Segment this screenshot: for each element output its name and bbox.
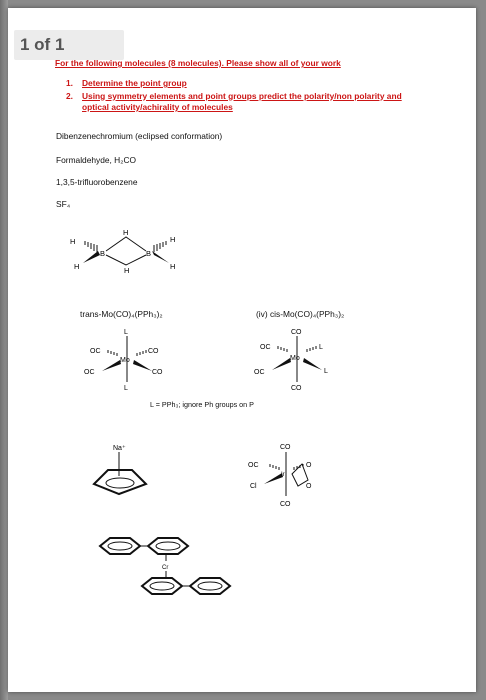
hydrogen-label: H (170, 262, 176, 271)
assignment-intro: For the following molecules (8 molecules). Please show all of your work (55, 58, 341, 68)
molecule-trifluorobenzene: 1,3,5-trifluorobenzene (56, 177, 138, 187)
oxygen-label: O (306, 483, 312, 490)
hydrogen-label: H (123, 228, 129, 237)
ligand-note: L = PPh₃; ignore Ph groups on P (150, 400, 254, 409)
task-number: 1. (66, 78, 73, 88)
biphenyl-chromium-structure (96, 528, 246, 600)
sodium-cation-label: Na⁺ (113, 445, 126, 452)
task-list (66, 78, 426, 115)
molecule-dibenzenechromium: Dibenzenechromium (eclipsed conformation) (56, 131, 223, 141)
carbonyl-label: CO (291, 385, 302, 392)
ligand-label: L (319, 344, 323, 351)
metal-label: Ir (281, 472, 285, 478)
task-number: 2. (66, 90, 73, 101)
cis-mo-label: (iv) cis-Mo(CO)₄(PPh₃)₂ (256, 309, 345, 319)
ligand-label: L (124, 385, 128, 392)
task-text: Determine the point group (82, 78, 187, 88)
carbonyl-label: CO (291, 329, 302, 336)
ligand-label: L (124, 329, 128, 336)
metal-label: Mo (290, 355, 300, 362)
hydrogen-label: H (170, 235, 176, 244)
task-item (66, 78, 426, 90)
page-indicator: 1 of 1 (14, 30, 124, 60)
ligand-label: L (324, 368, 328, 375)
boron-label: B (146, 249, 152, 258)
oxygen-label: O (306, 462, 312, 469)
viewer-frame (0, 0, 8, 700)
diborane-structure (70, 225, 200, 275)
chromium-label: Cr (162, 565, 169, 571)
hydrogen-label: H (74, 262, 80, 271)
trans-mo-label: trans-Mo(CO)₄(PPh₃)₂ (80, 309, 163, 319)
hydrogen-label: H (124, 266, 130, 275)
task-text: Using symmetry elements and point groups predict the polarity/non polarity and optical activity/achirality of molecules (82, 90, 402, 112)
metal-label: Mo (120, 357, 130, 364)
carbonyl-label: OC (84, 369, 95, 376)
molecule-sf4: SF₄ (56, 199, 71, 209)
sodium-cyclopentadienide-structure (90, 440, 150, 500)
carbonyl-label: OC (254, 369, 265, 376)
molecule-formaldehyde: Formaldehyde, H₂CO (56, 155, 137, 165)
carbonyl-label: CO (152, 369, 163, 376)
hydrogen-label: H (70, 237, 76, 246)
chloride-label: Cl (250, 483, 257, 490)
carbonyl-label: OC (90, 348, 101, 355)
cis-mo-structure (252, 326, 342, 392)
boron-label: B (100, 249, 106, 258)
carbonyl-label: CO (280, 501, 291, 508)
trans-mo-structure (82, 326, 172, 392)
carbonyl-label: CO (280, 444, 291, 451)
carbonyl-label: OC (260, 344, 271, 351)
task-item (66, 91, 426, 114)
iridium-complex-structure (242, 440, 332, 508)
carbonyl-label: CO (148, 348, 159, 355)
carbonyl-label: OC (248, 462, 259, 469)
